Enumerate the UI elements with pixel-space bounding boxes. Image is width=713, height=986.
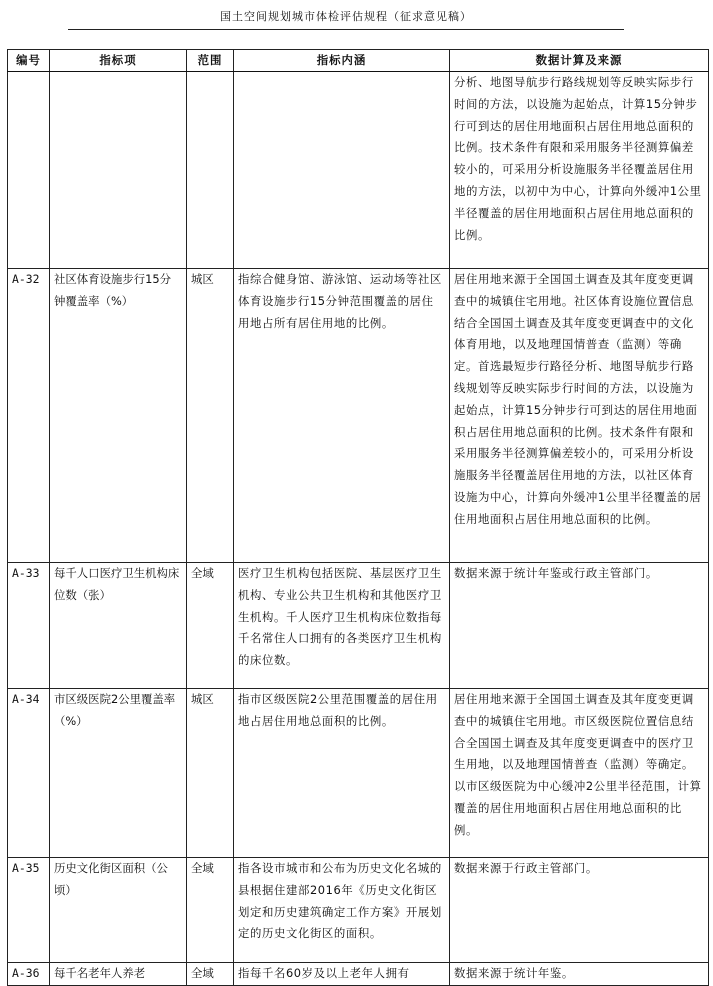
row-content: 指综合健身馆、游泳馆、运动场等社区体育设施步行15分钟范围覆盖的居住用地占所有居住用地的比例。: [234, 269, 450, 563]
row-code: A-35: [8, 858, 50, 963]
row-data: 居住用地来源于全国国土调查及其年度变更调查中的城镇住宅用地。市区级医院位置信息结合全国国土调查及其年度变更调查中的医疗卫生用地，以及地理国情普查（监测）等确定。以市区级医院为中心缓冲2公里半径范围，计算覆盖的居住用地面积占居住用地总面积的比例。: [450, 689, 709, 858]
row-scope: 城区: [187, 689, 234, 858]
column-header-code: 编号: [8, 50, 50, 72]
row-item: [50, 72, 187, 269]
column-header-item: 指标项: [50, 50, 187, 72]
row-scope: 城区: [187, 269, 234, 563]
row-content: 指市区级医院2公里范围覆盖的居住用地占居住用地总面积的比例。: [234, 689, 450, 858]
row-content: [234, 72, 450, 269]
document-header: 国土空间规划城市体检评估规程（征求意见稿）: [68, 8, 624, 30]
row-data: 数据来源于统计年鉴。: [450, 963, 709, 986]
row-code: A-36: [8, 963, 50, 986]
row-item: 市区级医院2公里覆盖率（%）: [50, 689, 187, 858]
table-row: [8, 689, 709, 858]
row-content: 指各设市城市和公布为历史文化名城的县根据住建部2016年《历史文化街区划定和历史建筑确定工作方案》开展划定的历史文化街区的面积。: [234, 858, 450, 963]
row-item: 历史文化街区面积（公顷）: [50, 858, 187, 963]
row-data: 分析、地图导航步行路线规划等反映实际步行时间的方法，以设施为起始点，计算15分钟步行可到达的居住用地面积占居住用地总面积的比例。技术条件有限和采用服务半径测算偏差较小的，可采用分析设施服务半径覆盖居住用地的方法，以初中为中心，计算向外缓冲1公里半径覆盖的居住用地面积占居住用地总面积的比例。: [450, 72, 709, 269]
row-content: 指每千名60岁及以上老年人拥有: [234, 963, 450, 986]
row-scope: [187, 72, 234, 269]
row-code: A-32: [8, 269, 50, 563]
row-data: 居住用地来源于全国国土调查及其年度变更调查中的城镇住宅用地。社区体育设施位置信息结合全国国土调查及其年度变更调查中的文化体育用地，以及地理国情普查（监测）等确定。首选最短步行路径分析、地图导航步行路线规划等反映实际步行时间的方法，以设施为起始点，计算15分钟步行可到达的居住用地面积占居住用地总面积的比例。技术条件有限和采用服务半径测算偏差较小的，可采用分析设施服务半径覆盖居住用地的方法，以社区体育设施为中心，计算向外缓冲1公里半径覆盖的居住用地面积占居住用地总面积的比例。: [450, 269, 709, 563]
row-content: 医疗卫生机构包括医院、基层医疗卫生机构、专业公共卫生机构和其他医疗卫生机构。千人医疗卫生机构床位数指每千名常住人口拥有的各类医疗卫生机构的床位数。: [234, 563, 450, 689]
row-data: 数据来源于行政主管部门。: [450, 858, 709, 963]
indicator-table: [7, 49, 709, 986]
table-row: [8, 963, 709, 986]
table-row: [8, 858, 709, 963]
column-header-content: 指标内涵: [234, 50, 450, 72]
row-item: 每千人口医疗卫生机构床位数（张）: [50, 563, 187, 689]
table-row: [8, 563, 709, 689]
row-data: 数据来源于统计年鉴或行政主管部门。: [450, 563, 709, 689]
table-header-row: [8, 50, 709, 72]
row-code: A-33: [8, 563, 50, 689]
row-scope: 全域: [187, 963, 234, 986]
row-item: 每千名老年人养老: [50, 963, 187, 986]
row-code: A-34: [8, 689, 50, 858]
column-header-scope: 范围: [187, 50, 234, 72]
row-scope: 全域: [187, 858, 234, 963]
row-code: [8, 72, 50, 269]
column-header-data: 数据计算及来源: [450, 50, 709, 72]
row-scope: 全域: [187, 563, 234, 689]
table-row: [8, 72, 709, 269]
row-item: 社区体育设施步行15分钟覆盖率（%）: [50, 269, 187, 563]
table-row: [8, 269, 709, 563]
